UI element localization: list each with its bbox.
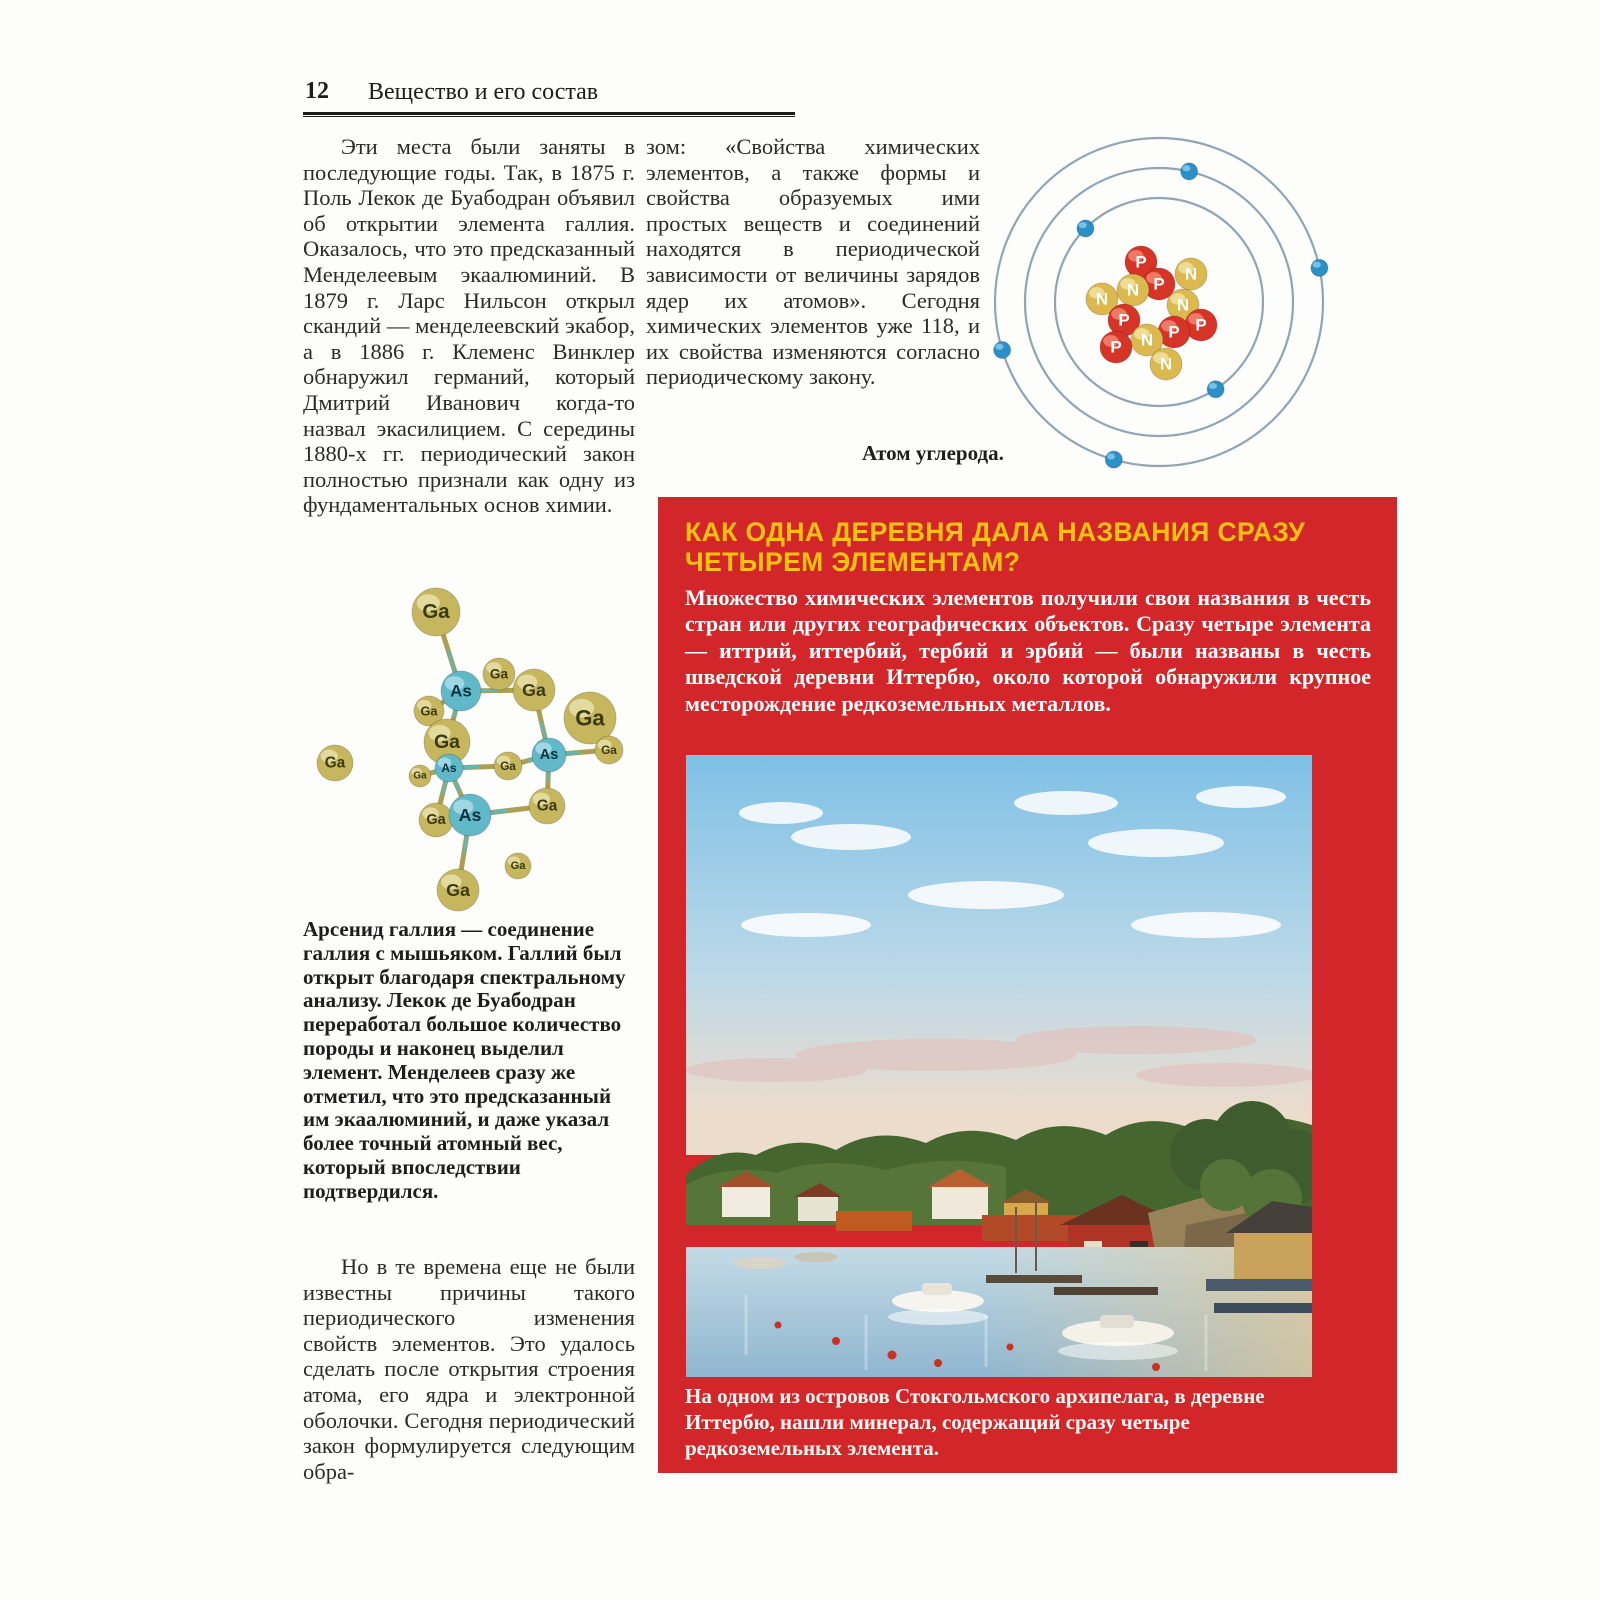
svg-text:Ga: Ga — [522, 680, 546, 700]
photo-caption — [685, 1383, 1333, 1461]
svg-text:Ga: Ga — [510, 860, 526, 872]
svg-text:N: N — [1095, 289, 1109, 309]
feature-box-body: Множество химических элементов получили свои названия в честь стран или других географических объектов. Сразу четыре элемента — иттрий, иттербий, тербий и эрбий — были названы в честь шведской деревни Иттербю, около которой обнаружили крупное месторождение редкоземельных металлов. — [685, 585, 1371, 716]
svg-text:N: N — [1176, 295, 1190, 315]
svg-text:Ga: Ga — [413, 770, 427, 782]
svg-text:P: P — [1118, 310, 1130, 330]
paragraph-col2-1: зом: «Свойства химических элементов, а также формы и свойства образуемых ими простых веществ и соединений находятся в периодической зависимости от величины зарядов ядер их атомов». Сегодня химических элементов уже 118, и их свойства изменяются согласно периодическому закону. — [646, 134, 980, 390]
svg-text:N: N — [1159, 354, 1173, 374]
village-photo — [686, 755, 1312, 1377]
svg-text:Ga: Ga — [420, 703, 438, 719]
svg-text:N: N — [1140, 330, 1154, 350]
feature-box-title-line1: КАК ОДНА ДЕРЕВНЯ ДАЛА НАЗВАНИЯ СРАЗУ — [685, 517, 1306, 547]
running-head: Вещество и его состав — [368, 79, 599, 105]
svg-text:Ga: Ga — [575, 705, 605, 731]
svg-text:Ga: Ga — [324, 754, 346, 772]
svg-text:P: P — [1153, 274, 1165, 294]
carbon-atom-figure — [972, 120, 1386, 478]
svg-text:P: P — [1195, 315, 1207, 335]
svg-text:Ga: Ga — [433, 731, 461, 753]
svg-text:Ga: Ga — [536, 797, 558, 815]
atom-caption: Атом углерода. — [862, 441, 1004, 465]
svg-text:N: N — [1126, 280, 1140, 300]
feature-box-title — [685, 517, 1369, 577]
page-number: 12 — [305, 78, 329, 104]
svg-text:As: As — [539, 747, 559, 763]
feature-box — [658, 497, 1397, 1473]
paragraph-col1-2: Но в те времена еще не были известны причины такого периодического изменения свойств элементов. Это удалось сделать после открытия строения атома, его ядра и электронной оболочки. Сегодня периодический закон формулируется следующим обра- — [303, 1254, 635, 1484]
svg-text:N: N — [1184, 264, 1198, 284]
svg-text:Ga: Ga — [500, 759, 516, 773]
photo-caption-line3: редкоземельных элемента. — [685, 1436, 940, 1460]
svg-text:Ga: Ga — [601, 743, 617, 757]
atom-diagram — [972, 120, 1386, 478]
gallium-arsenide-molecule-figure — [290, 578, 642, 912]
molecule-diagram — [290, 578, 642, 912]
paragraph-col1-1: Эти места были заняты в последующие годы. Так, в 1875 г. Поль Лекок де Буабодран объявил об открытии элемента галлия. Оказалось, что это предсказанный Менделеевым экаалюминий. В 1879 г. Ларс Нильсон открыл скандий — менделеевский экабор, а в 1886 г. Клеменс Винклер обнаружил германий, который Дмитрий Иванович когда-то назвал экасилицием. С середины 1880-х гг. периодический закон полностью признали как одну из фундаментальных основ химии. — [303, 134, 635, 518]
photo-dock1 — [986, 1275, 1082, 1283]
header-rule — [303, 112, 795, 115]
svg-text:Ga: Ga — [446, 880, 470, 900]
svg-text:Ga: Ga — [422, 601, 450, 623]
feature-box-title-line2: ЧЕТЫРЕМ ЭЛЕМЕНТАМ? — [685, 547, 1021, 577]
photo-caption-line2: Иттербю, нашли минерал, содержащий сразу четыре — [685, 1410, 1190, 1434]
svg-text:Ga: Ga — [489, 666, 509, 682]
svg-text:As: As — [458, 805, 482, 825]
svg-text:P: P — [1110, 337, 1122, 357]
svg-text:As: As — [450, 681, 472, 701]
svg-text:As: As — [441, 761, 457, 775]
svg-text:P: P — [1135, 252, 1147, 272]
svg-text:P: P — [1168, 322, 1180, 342]
photo-caption-line1: На одном из островов Стокгольмского архипелага, в деревне — [685, 1384, 1265, 1408]
photo-dock2 — [1054, 1287, 1158, 1295]
svg-text:Ga: Ga — [426, 812, 446, 828]
molecule-caption: Арсенид галлия — соединение галлия с мышьяком. Галлий был открыт благодаря спектральному анализу. Лекок де Буабодран переработал большое количество породы и наконец выделил элемент. Менделеев сразу же отметил, что это предсказанный им экаалюминий, и даже указал более точный атомный вес, который впоследствии подтвердился. — [303, 917, 626, 1203]
